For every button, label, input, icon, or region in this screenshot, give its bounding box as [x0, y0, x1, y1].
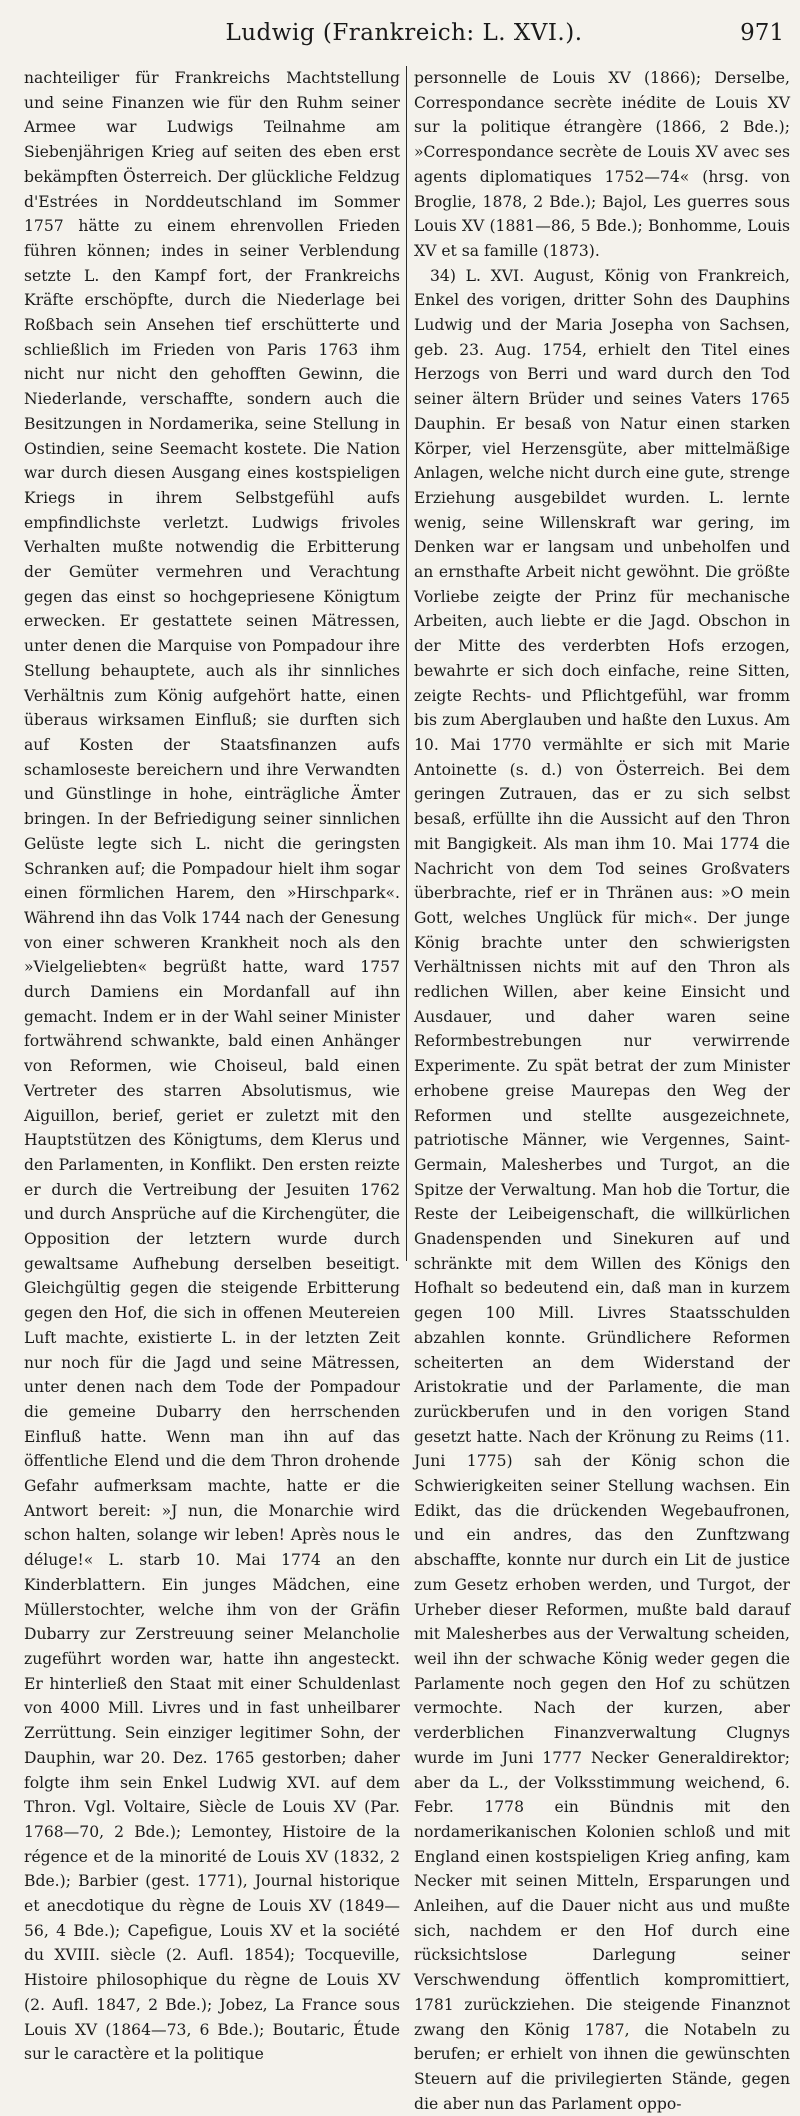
right-column — [414, 66, 790, 2113]
column-divider — [406, 66, 407, 1261]
page-number: 971 — [740, 20, 784, 46]
paragraph: personnelle de Louis XV (1866); Derselbe, Correspondance secrète inédite de Louis XV sur la politique étrangère (1866, 2 Bde.); »Correspondance secrète de Louis XV avec ses agents diplomatiques 1752—74« (hrsg. von Broglie, 1878, 2 Bde.); Bajol, Les guerres sous Louis XV (1881—86, 5 Bde.); Bonhomme, Louis XV et sa famille (1873). — [414, 69, 790, 260]
paragraph: nachteiliger für Frankreichs Machtstellung und seine Finanzen wie für den Ruhm seiner Armee war Ludwigs Teilnahme am Siebenjährigen Krieg auf seiten des eben erst bekämpften Österreich. Der glückliche Feldzug d'Estrées in Norddeutschland im Sommer 1757 hätte zu einem ehrenvollen Frieden führen können; indes in seiner Verblendung setzte L. den Kampf fort, der Frankreichs Kräfte erschöpfte, durch die Niederlage bei Roßbach sein Ansehen tief erschütterte und schließlich im Frieden von Paris 1763 ihm nicht nur nicht den gehofften Gewinn, die Niederlande, verschaffte, sondern auch die Besitzungen in Nordamerika, seine Stellung in Ostindien, seine Seemacht kostete. Die Nation war durch diesen Ausgang eines kostspieligen Kriegs in ihrem Selbstgefühl aufs empfindlichste verletzt. Ludwigs frivoles Verhalten mußte notwendig die Erbitterung der Gemüter vermehren und Verachtung gegen das einst so hochgepriesene Königtum erwecken. Er gestattete seinen Mätressen, unter denen die Marquise von Pompadour ihre Stellung behauptete, auch als ihr sinnliches Verhältnis zum König aufgehört hatte, einen überaus wirksamen Einfluß; sie durften sich auf Kosten der Staatsfinanzen aufs schamloseste bereichern und ihre Verwandten und Günstlinge in hohe, einträgliche Ämter bringen. In der Befriedigung seiner sinnlichen Gelüste legte sich L. nicht die geringsten Schranken auf; die Pompadour hielt ihm sogar einen förmlichen Harem, den »Hirschpark«. Während ihn das Volk 1744 nach der Genesung von einer schweren Krankheit noch als den »Vielgeliebten« begrüßt hatte, ward 1757 durch Damiens ein Mordanfall auf ihn gemacht. Indem er in der Wahl seiner Minister fortwährend schwankte, bald einen Anhänger von Reformen, wie Choiseul, bald einen Vertreter des starren Absolutismus, wie Aiguillon, berief, geriet er zuletzt mit den Hauptstützen des Königtums, dem Klerus und den Parlamenten, in Konflikt. Den ersten reizte er durch die Vertreibung der Jesuiten 1762 und durch Ansprüche auf die Kirchengüter, die Opposition der letztern wurde durch gewaltsame Aufhebung derselben beseitigt. Gleichgültig gegen die steigende Erbitterung gegen den Hof, die sich in offenen Meutereien Luft machte, existierte L. in der letzten Zeit nur noch für die Jagd und seine Mätressen, unter denen nach dem Tode der Pompadour die gemeine Dubarry den herrschenden Einfluß hatte. Wenn man ihn auf das öffentliche Elend und die dem Thron drohende Gefahr aufmerksam machte, hatte er die Antwort bereit: »J nun, die Monarchie wird schon halten, solange wir leben! Après nous le déluge!« L. starb 10. Mai 1774 an den Kinderblattern. Ein junges Mädchen, eine Müllerstochter, welche ihm von der Gräfin Dubarry zur Zerstreuung seiner Melancholie zugeführt worden war, hatte ihn angesteckt. Er hinterließ den Staat mit einer Schuldenlast von 4000 Mill. Livres und in fast unheilbarer Zerrüttung. Sein einziger legitimer Sohn, der Dauphin, war 20. Dez. 1765 gestorben; daher folgte ihm sein Enkel Ludwig XVI. auf dem Thron. Vgl. Voltaire, Siècle de Louis XV (Par. 1768—70, 2 Bde.); Lemontey, Histoire de la régence et de la minorité de Louis XV (1832, 2 Bde.); Barbier (gest. 1771), Journal historique et anecdotique du règne de Louis XV (1849—56, 4 Bde.); Capefigue, Louis XV et la société du XVIII. siècle (2. Aufl. 1854); Tocqueville, Histoire philosophique du règne de Louis XV (2. Aufl. 1847, 2 Bde.); Jobez, La France sous Louis XV (1864—73, 6 Bde.); Boutaric, Étude sur le caractère et la politique — [24, 69, 400, 2064]
page-header — [24, 16, 784, 58]
text-columns — [24, 66, 790, 2113]
left-column — [24, 66, 400, 2064]
paragraph: 34) L. XVI. August, König von Frankreich, Enkel des vorigen, dritter Sohn des Dauphins Ludwig und der Maria Josepha von Sachsen, geb. 23. Aug. 1754, erhielt den Titel eines Herzogs von Berri und ward durch den Tod seiner ältern Brüder und seines Vaters 1765 Dauphin. Er besaß von Natur einen starken Körper, viel Herzensgüte, aber mittelmäßige Anlagen, welche nicht durch eine gute, strenge Erziehung ausgebildet wurden. L. lernte wenig, seine Willenskraft war gering, im Denken war er langsam und unbeholfen und an ernsthafte Arbeit nicht gewöhnt. Die größte Vorliebe zeigte der Prinz für mechanische Arbeiten, auch liebte er die Jagd. Obschon in der Mitte des verderbten Hofs erzogen, bewahrte er sich doch einfache, reine Sitten, zeigte Rechts- und Pflichtgefühl, war fromm bis zum Aberglauben und haßte den Luxus. Am 10. Mai 1770 vermählte er sich mit Marie Antoinette (s. d.) von Österreich. Bei dem geringen Zutrauen, das er zu sich selbst besaß, erfüllte ihn die Aussicht auf den Thron mit Bangigkeit. Als man ihm 10. Mai 1774 die Nachricht von dem Tod seines Großvaters überbrachte, rief er in Thränen aus: »O mein Gott, welches Unglück für mich«. Der junge König brachte unter den schwierigsten Verhältnissen nichts mit auf den Thron als redlichen Willen, aber keine Einsicht und Ausdauer, und daher waren seine Reformbestrebungen nur verwirrende Experimente. Zu spät betrat der zum Minister erhobene greise Maurepas den Weg der Reformen und stellte ausgezeichnete, patriotische Männer, wie Vergennes, Saint-Germain, Malesherbes und Turgot, an die Spitze der Verwaltung. Man hob die Tortur, die Reste der Leibeigenschaft, die willkürlichen Gnadenspenden und Sinekuren auf und schränkte mit dem Willen des Königs den Hofhalt so bedeutend ein, daß man in kurzem gegen 100 Mill. Livres Staatsschulden abzahlen konnte. Gründlichere Reformen scheiterten an dem Widerstand der Aristokratie und der Parlamente, die man zurückberufen und in den vorigen Stand gesetzt hatte. Nach der Krönung zu Reims (11. Juni 1775) sah der König schon die Schwierigkeiten seiner Stellung wachsen. Ein Edikt, das die drückenden Wegebaufronen, und ein andres, das den Zunftzwang abschaffte, konnte nur durch ein Lit de justice zum Gesetz erhoben werden, und Turgot, der Urheber dieser Reformen, mußte bald darauf mit Malesherbes aus der Verwaltung scheiden, weil ihn der schwache König weder gegen die Parlamente noch gegen den Hof zu schützen vermochte. Nach der kurzen, aber verderblichen Finanzverwaltung Clugnys wurde im Juni 1777 Necker Generaldirektor; aber da L., der Volksstimmung weichend, 6. Febr. 1778 ein Bündnis mit den nordamerikanischen Kolonien schloß und mit England einen kostspieligen Krieg anfing, kam Necker mit seinen Mitteln, Ersparungen und Anleihen, auf die Dauer nicht aus und mußte sich, nachdem er den Hof durch eine rücksichtslose Darlegung seiner Verschwendung öffentlich kompromittiert, 1781 zurückziehen. Die steigende Finanznot zwang den König 1787, die Notabeln zu berufen; er erhielt von ihnen die gewünschten Steuern auf die privilegierten Stände, gegen die aber nun das Parlament oppo- — [414, 266, 790, 2113]
running-head: Ludwig (Frankreich: L. XVI.). — [225, 20, 583, 46]
